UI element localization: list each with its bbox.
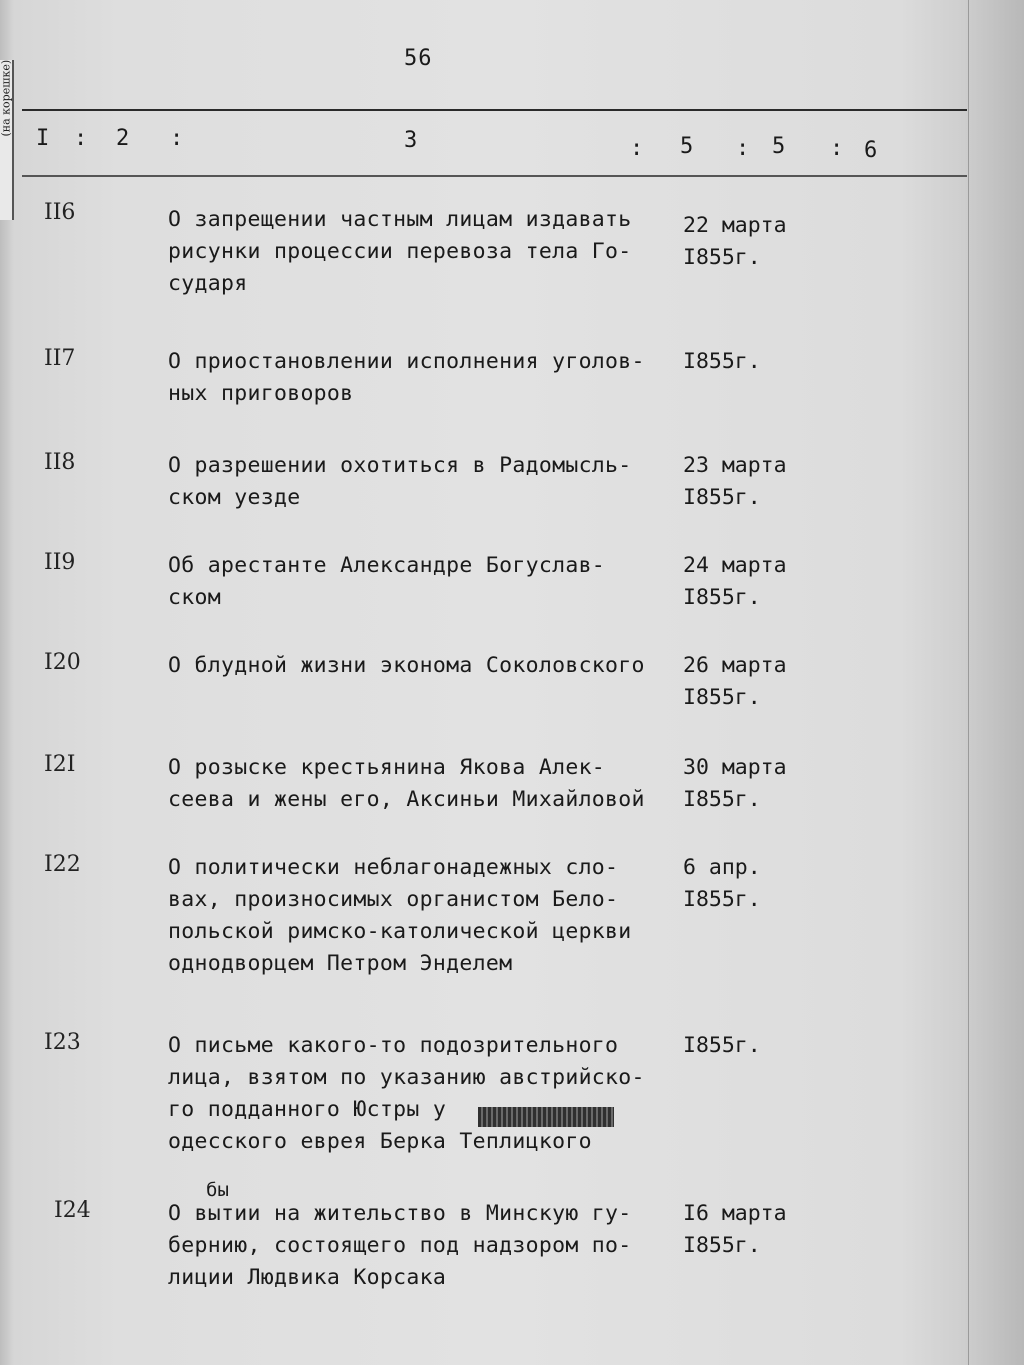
entry-number: II8	[44, 450, 76, 475]
entry-date: 30 марта I855г.	[683, 755, 787, 812]
header-rule-bottom	[22, 175, 967, 177]
entry-title: О разрешении охотиться в Радомысль- ском уезде	[168, 453, 632, 510]
page-number: 56	[404, 46, 433, 71]
column-separator: :	[170, 126, 184, 151]
column-number-4: 5	[680, 134, 694, 159]
entry-date: I6 марта I855г.	[683, 1201, 787, 1258]
entry-title: Об арестанте Александре Богуслав- ском	[168, 553, 606, 610]
column-number-3: 3	[404, 128, 418, 153]
column-number-6: 6	[864, 138, 878, 163]
entry-number: I2I	[44, 752, 76, 777]
binding-label: (на корешке)	[0, 59, 13, 137]
column-separator: :	[630, 136, 644, 161]
header-rule-top	[22, 109, 967, 111]
column-number-5: 5	[772, 134, 786, 159]
entry-date: 26 марта I855г.	[683, 653, 787, 710]
entry-title: О розыске крестьянина Якова Алек- сеева и жены его, Аксиньи Михайловой	[168, 755, 645, 812]
entry-title: О письме какого-то подозрительного лица, взятом по указанию австрийско- го подданного Юстры у одесского еврея Берка Теплицкого	[168, 1033, 645, 1154]
entry-title: О блудной жизни эконома Соколовского	[168, 653, 645, 678]
entry-number: II6	[44, 200, 76, 225]
entry-number: I23	[44, 1030, 81, 1055]
entry-date: I855г.	[683, 1033, 761, 1058]
entry-number: I24	[54, 1198, 91, 1223]
column-number-2: 2	[116, 126, 130, 151]
entry-number: I22	[44, 852, 81, 877]
entry-title: О политически неблагонадежных сло- вах, произносимых органистом Бело- польской римско-католической церкви однодворцем Петром Энделем	[168, 855, 632, 976]
entry-title: О запрещении частным лицам издавать рисунки процессии перевоза тела Го- сударя	[168, 207, 632, 296]
entry-date: 24 марта I855г.	[683, 553, 787, 610]
entry-date: 6 апр. I855г.	[683, 855, 761, 912]
entry-title: О вытии на жительство в Минскую гу- бернию, состоящего под надзором по- лиции Людвика Корсака	[168, 1201, 632, 1290]
entry-number: II9	[44, 550, 76, 575]
entry-date: 22 марта I855г.	[683, 213, 787, 270]
handwritten-insertion: бы	[206, 1179, 229, 1201]
column-number-1: I	[36, 126, 50, 151]
column-separator: :	[736, 136, 750, 161]
column-separator: :	[830, 136, 844, 161]
struck-out-text	[478, 1107, 614, 1127]
entry-date: I855г.	[683, 349, 761, 374]
entry-date: 23 марта I855г.	[683, 453, 787, 510]
column-separator: :	[74, 126, 88, 151]
entry-number: II7	[44, 346, 76, 371]
entry-title: О приостановлении исполнения уголов- ных приговоров	[168, 349, 645, 406]
entry-number: I20	[44, 650, 81, 675]
page-edge	[968, 0, 969, 1365]
